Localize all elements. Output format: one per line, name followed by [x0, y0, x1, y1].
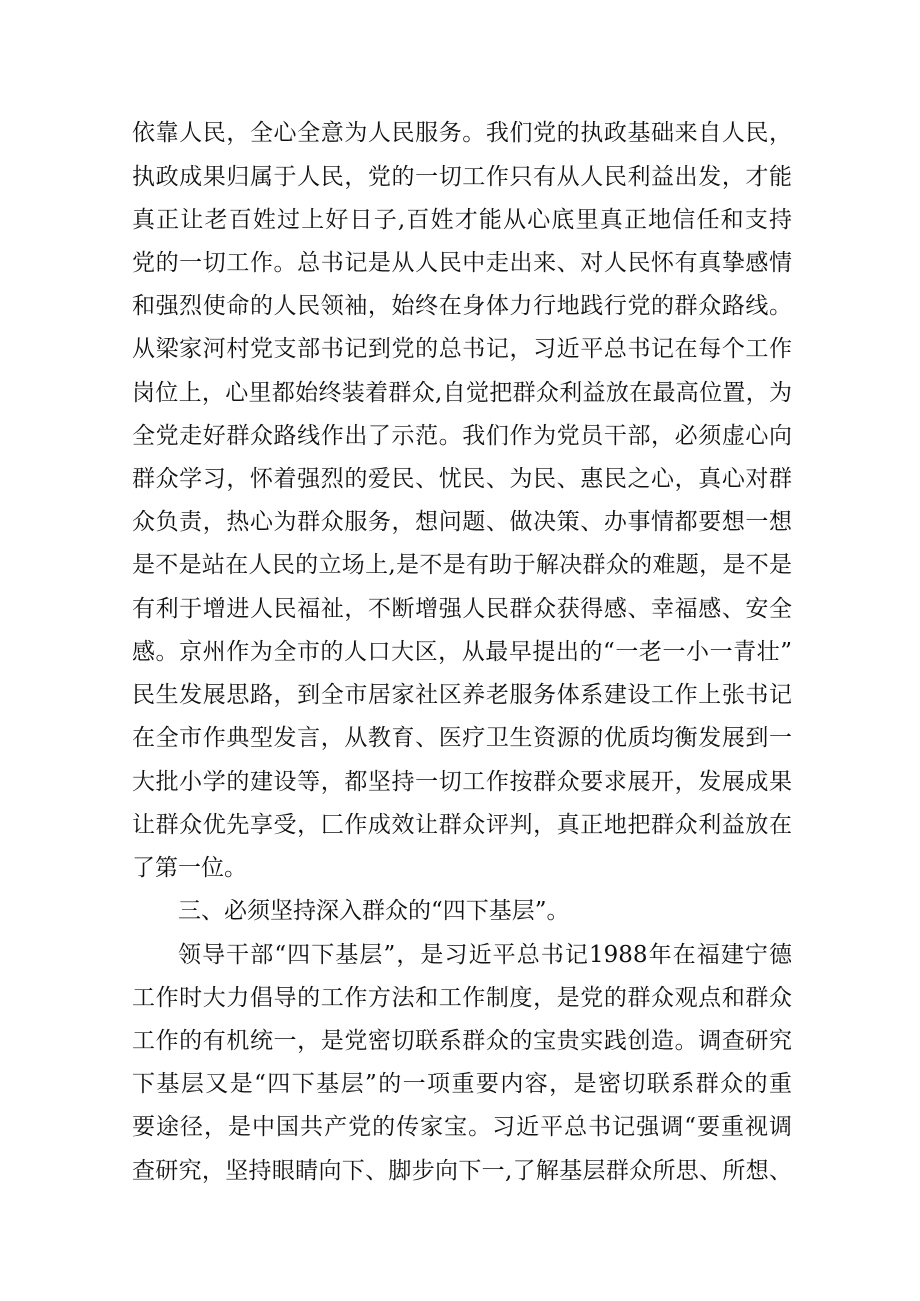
section-heading: 三、必须坚持深入群众的“四下基层”。	[178, 898, 570, 924]
text-line: 真正让老百姓过上好日子,百姓才能从心底里真正地信任和支持	[132, 207, 792, 233]
text-line: 从梁家河村党支部书记到党的总书记，习近平总书记在每个工作	[132, 336, 792, 362]
text-line: 感。京州作为全市的人口大区，从最早提出的“一老一小一青壮”	[132, 639, 792, 665]
text-line: 在全市作典型发言，从教育、医疗卫生资源的优质均衡发展到一	[132, 725, 792, 751]
text-line: 群众学习，怀着强烈的爱民、忧民、为民、惠民之心，真心对群	[132, 466, 792, 492]
text-line: 民生发展思路，到全市居家社区养老服务体系建设工作上张书记	[132, 682, 792, 708]
text-line: 大批小学的建设等，都坚持一切工作按群众要求展开，发展成果	[132, 769, 792, 795]
text-line: 领导干部“四下基层”，是习近平总书记1988年在福建宁德	[178, 942, 792, 968]
text-line: 执政成果归属于人民，党的一切工作只有从人民利益出发，才能	[132, 164, 792, 190]
text-line: 让群众优先享受，匚作成效让群众评判，真正地把群众利益放在	[132, 812, 792, 838]
text-line: 查研究，坚持眼睛向下、脚步向下一,了解基层群众所思、所想、	[132, 1158, 792, 1184]
text-line: 和强烈使命的人民领袖，始终在身体力行地践行党的群众路线。	[132, 293, 792, 319]
text-line: 工作时大力倡导的工作方法和工作制度，是党的群众观点和群众	[132, 985, 792, 1011]
text-line: 众负责，热心为群众服务，想问题、做决策、办事情都要想一想	[132, 509, 792, 535]
text-line: 要途径，是中国共产党的传家宝。习近平总书记强调“要重视调	[132, 1114, 792, 1140]
text-line: 依靠人民，全心全意为人民服务。我们党的执政基础来自人民，	[132, 120, 792, 146]
text-line: 岗位上，心里都始终装着群众,自觉把群众利益放在最高位置，为	[132, 380, 792, 406]
text-line: 是不是站在人民的立场上,是不是有助于解决群众的难题，是不是	[132, 552, 792, 578]
text-line: 党的一切工作。总书记是从人民中走出来、对人民怀有真挚感情	[132, 250, 792, 276]
text-line: 了第一位。	[132, 855, 247, 881]
text-line: 有利于增进人民福祉，不断增强人民群众获得感、幸福感、安全	[132, 596, 792, 622]
text-line: 下基层又是“四下基层”的一项重要内容，是密切联系群众的重	[132, 1071, 792, 1097]
text-line: 全党走好群众路线作出了示范。我们作为党员干部，必须虚心向	[132, 423, 792, 449]
text-line: 工作的有机统一，是党密切联系群众的宝贵实践创造。调查研究	[132, 1028, 792, 1054]
